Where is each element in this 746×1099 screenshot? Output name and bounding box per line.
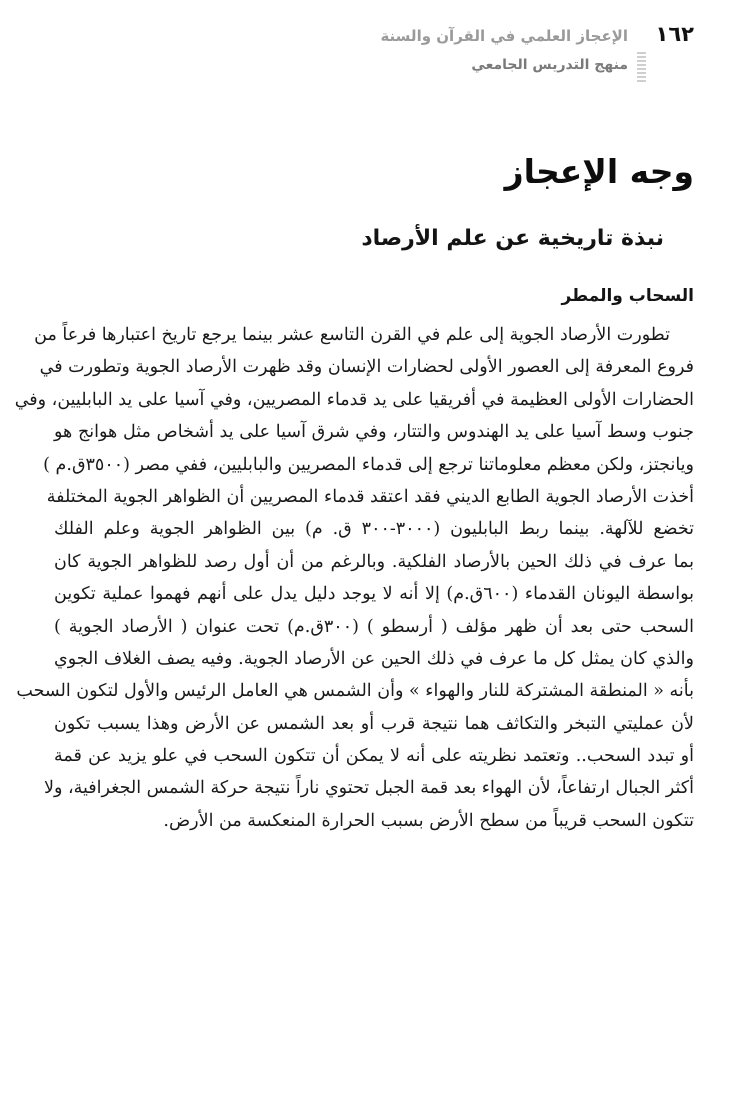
body-line: ويانجتز، ولكن معظم معلوماتنا ترجع إلى قدماء المصريين والبابليين، ففي مصر (٣٥٠٠ق.م ): [43, 454, 694, 475]
body-line: والذي كان يمثل كل ما عرف في ذلك الحين عن الأرصاد الجوية. وفيه يصف الغلاف الجوي: [54, 648, 694, 669]
header-subtitle: منهج التدريس الجامعي: [471, 57, 628, 73]
body-line: تخضع للآلهة. بينما ربط البابليون (٣٠٠٠-٣٠٠ ق. م) بين الظواهر الجوية وعلم الفلك: [54, 519, 694, 540]
chapter-title: وجه الإعجاز: [504, 152, 694, 191]
body-line: أو تبدد السحب.. وتعتمد نظريته على أنه لا يمكن أن تتكون السحب في علو يزيد عن قمة: [54, 746, 694, 767]
page-number: ١٦٢: [655, 22, 694, 46]
body-line: أكثر الجبال ارتفاعاً، لأن الهواء بعد قمة الجبل تحتوي ناراً نتيجة حركة الشمس الجغرافية، ولا: [43, 778, 694, 799]
body-line: بأنه « المنطقة المشتركة للنار والهواء » وأن الشمس هي العامل الرئيس والأول لتكون السحب: [16, 681, 694, 702]
body-line: تطورت الأرصاد الجوية إلى علم في القرن التاسع عشر بينما يرجع تاريخ اعتبارها فرعاً من: [34, 325, 670, 345]
body-paragraph: [14, 319, 694, 837]
body-line: فروع المعرفة إلى العصور الأولى لحضارات الإنسان وقد ظهرت الأرصاد الجوية وتطورت في: [39, 357, 694, 378]
body-line: السحب حتى بعد أن ظهر مؤلف ( أرسطو ) (٣٠٠ق.م) تحت عنوان ( الأرصاد الجوية ): [54, 616, 694, 637]
subsection-title: السحاب والمطر: [561, 286, 694, 306]
running-header: [380, 26, 628, 74]
body-line: بما عرف في ذلك الحين بالأرصاد الفلكية. وبالرغم من أن أول رصد للظواهر الجوية كان: [54, 551, 694, 572]
body-line: أخذت الأرصاد الجوية الطابع الديني فقد اعتقد قدماء المصريين أن الظواهر الجوية المختلفة: [46, 486, 694, 507]
header-decoration: [637, 52, 646, 82]
section-title: نبذة تاريخية عن علم الأرصاد: [361, 226, 664, 251]
body-line: بواسطة اليونان القدماء (٦٠٠ق.م) إلا أنه لا يوجد دليل يدل على أنهم فهموا عملية تكوين: [54, 584, 694, 605]
running-title: الإعجاز العلمي في القرآن والسنة: [380, 27, 628, 45]
body-line: جنوب وسط آسيا على يد الهندوس والتتار، وفي شرق آسيا على يد أشخاص مثل هوانج هو: [54, 422, 694, 443]
body-line: الحضارات الأولى العظيمة في أفريقيا على يد قدماء المصريين، وفي آسيا على يد البابليين، وفي: [14, 389, 694, 410]
body-line: لأن عمليتي التبخر والتكاثف هما نتيجة قرب أو بعد الشمس عن الأرض وهذا يسبب تكون: [54, 713, 694, 734]
body-line: تتكون السحب قريباً من سطح الأرض بسبب الحرارة المنعكسة من الأرض.: [163, 810, 694, 831]
